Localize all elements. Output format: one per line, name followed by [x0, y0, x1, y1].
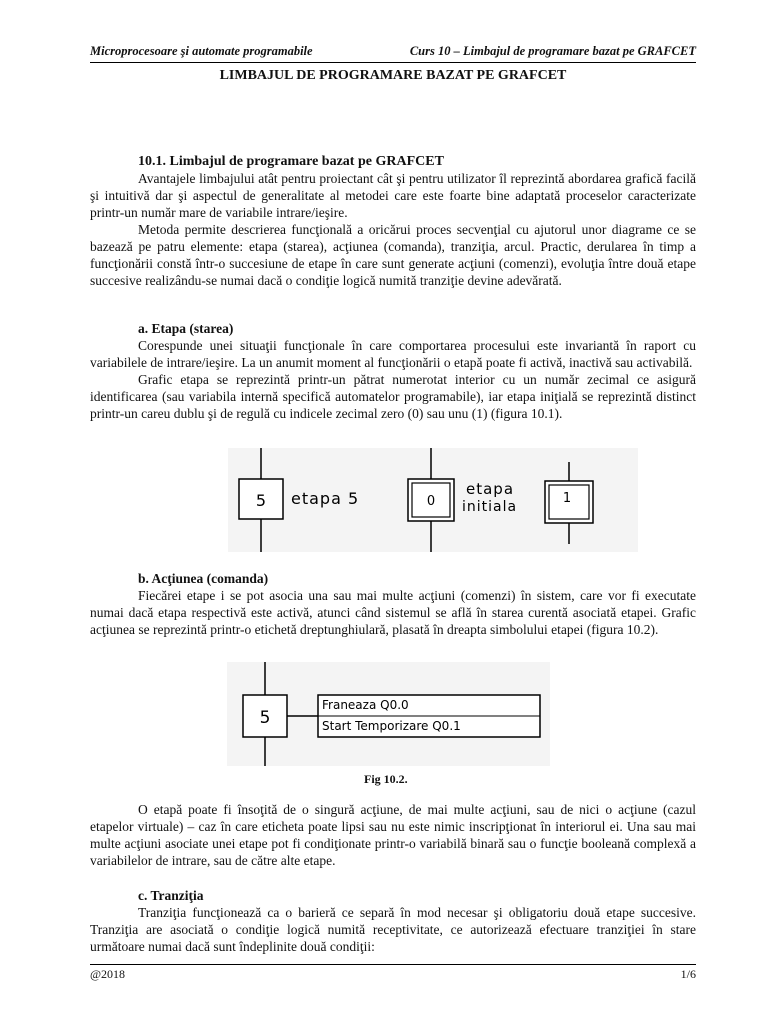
initial-label-line2: initiala: [462, 499, 518, 515]
page-footer: [90, 964, 696, 981]
etapa-heading: a. Etapa (starea): [138, 321, 234, 336]
actiunea-more-section: [90, 801, 696, 869]
page-header: [90, 44, 696, 63]
initial-label-line1: etapa: [466, 480, 515, 498]
header-left: Microprocesoare şi automate programabile: [90, 44, 313, 58]
actiunea-more-paragraph: O etapă poate fi însoţită de o singură acţiune, de mai multe acţiuni, sau de nici o acţiune (cazul etapelor virtuale) – caz în care eticheta poate lipsi sau nu este nimic inscripţionat în interiorul ei. Una sau mai multe acţiuni asociate unei etape pot fi condiţionate printr-o variabilă binară sau o funcţie booleană complexă a variabilelor de intrare, sau de către alte etape.: [90, 802, 696, 868]
tranzitia-heading: c. Tranziţia: [138, 888, 204, 903]
document-title: LIMBAJUL DE PROGRAMARE BAZAT PE GRAFCET: [219, 68, 567, 83]
tranzitia-paragraph-1: Tranziţia funcţionează ca o barieră ce separă în mod necesar şi obligatoriu două etape succesive. Tranziţia are asociată o condiţie logică numită receptivitate, ce autorizează efectuare tranziţiei în stare următoare numai dacă sunt îndeplinite două condiţii:: [90, 905, 696, 954]
actiunea-heading: b. Acţiunea (comanda): [138, 571, 269, 586]
etapa-section: [90, 320, 696, 422]
figure-10-2-caption: Fig 10.2.: [364, 772, 408, 786]
section-paragraph-1: Avantajele limbajului atât pentru proiectant cât şi pentru utilizator îl reprezintă abordarea grafică facilă şi intuitivă dar şi aspectul de generalitate al metodei care este foarte bine adaptată proceselor caracterizate printr-un număr mare de variabile intrare/ieşire.: [90, 171, 696, 220]
initial-step-1-drawing: [536, 448, 656, 552]
section-heading: 10.1. Limbajul de programare bazat pe GRAFCET: [138, 154, 444, 169]
fig2-action-1: Franeaza Q0.0: [322, 698, 409, 712]
section-10-1: [90, 153, 696, 289]
footer-page-number: 1/6: [680, 967, 696, 981]
actiunea-section: [90, 570, 696, 638]
initial-step-0-number: 0: [426, 494, 436, 509]
etapa-paragraph-2: Grafic etapa se reprezintă printr-un pătrat numerotat interior cu un număr zecimal ce asigură identificarea (sau variabila internă specifică automatelor programabile), iar etapa iniţială se reprezintă distinct printr-un careu dublu şi de regulă cu indicele zecimal zero (0) sau unu (1) (figura 10.1).: [90, 372, 696, 421]
figure-10-2: [227, 662, 550, 766]
section-paragraph-2: Metoda permite descrierea funcţională a oricărui proces secvenţial cu ajutorul unor diagrame ce se bazează pe patru elemente: etapa (starea), acţiunea (comanda), tranziţia, arcul. Practic, derularea în timp a funcţionării constă într-o succesiune de etape în care sunt generate acţiuni (comenzi), evoluţia între două etape succesive realizându-se numai dacă o condiţie logică numită tranziţie devine adevărată.: [90, 222, 696, 288]
initial-step-1-number: 1: [562, 491, 572, 506]
figure-10-2-drawing: [227, 662, 550, 766]
header-right: Curs 10 – Limbajul de programare bazat pe GRAFCET: [409, 44, 696, 58]
actiunea-paragraph-1: Fiecărei etape i se pot asocia una sau mai multe acţiuni (comenzi) în sistem, care vor fi executate numai dacă etapa respectivă este activă, atunci când sistemul se află în starea curentă asociată etapei. Grafic acţiunea se reprezintă printr-o etichetă dreptunghiulară, plasată în dreapta simbolului etapei (figura 10.2).: [90, 588, 696, 637]
fig2-action-2: Start Temporizare Q0.1: [322, 719, 461, 733]
step-5-number: 5: [255, 491, 267, 510]
tranzitia-section: [90, 887, 696, 955]
fig2-step-number: 5: [259, 708, 271, 728]
footer-left: @2018: [90, 967, 126, 981]
etapa-paragraph-1: Corespunde unei situaţii funcţionale în care comportarea procesului este invariantă în raport cu variabilele de intrare/ieşire. La un anumit moment al funcţionării o etapă poate fi activă, inactivă sau activabilă.: [90, 338, 696, 370]
document-page: [90, 0, 696, 1024]
step-5-label: etapa 5: [291, 489, 360, 508]
